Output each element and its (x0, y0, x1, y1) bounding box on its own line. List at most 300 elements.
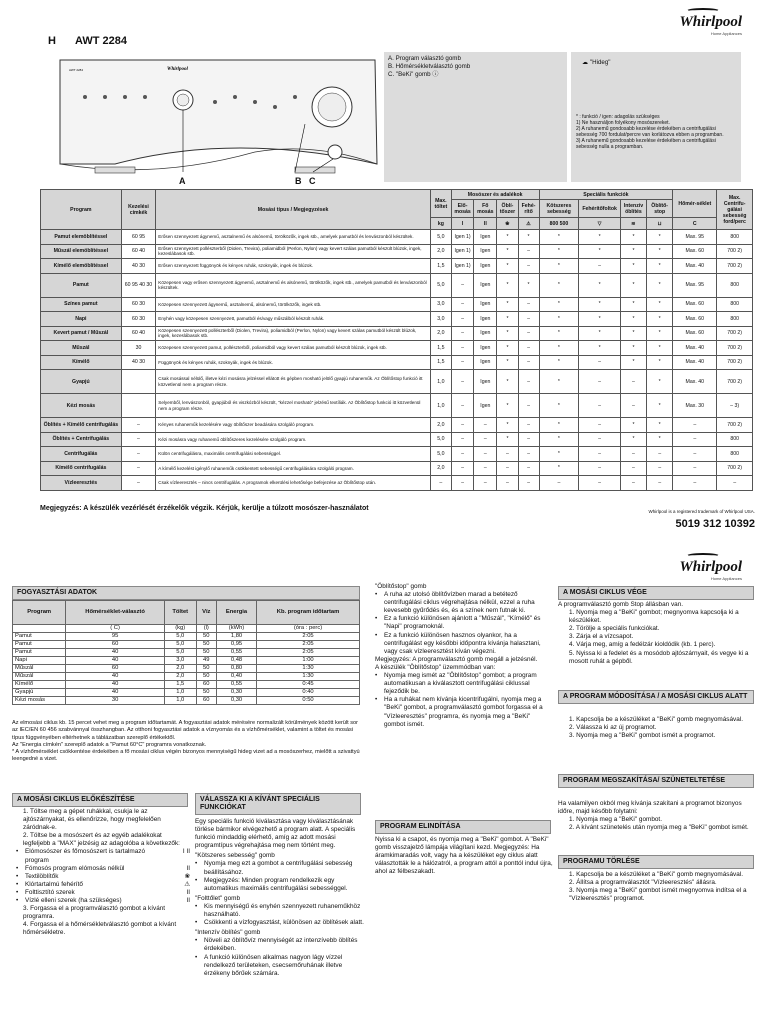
program-row (41, 312, 753, 327)
consumption-cell: 50 (196, 673, 216, 681)
program-name: Vízleeresztés (41, 476, 122, 491)
cell-s2: * (579, 244, 621, 259)
th-pre: Elő-mosás (451, 200, 473, 218)
cell-s3: * (620, 312, 646, 327)
rinsestop-b4: • Nyomja meg ismét az "Öblítőstop" gombot; a program automatikusan a kiválasztott centrifugálási ciklussal fejeződik be. (375, 672, 550, 696)
consumption-note-1: Az elmosási ciklus kb. 15 percet vehet meg a program időtartamát. A fogyasztási adatok mérésére normalizált körülmények között került sor az IEC/EN 60 456 szabvánnyal összhangban. Az otthoni fogyasztási adatok a víznyomás és a vízhőmérséklet, valamint a töltet és mosási típus függvényében eltérhetnek a táblázatban szereplő értékektől. (12, 720, 359, 741)
cell-temp: – (673, 447, 717, 462)
program-row (41, 370, 753, 394)
cell-main: Igen (474, 230, 497, 245)
cell-load: 2,0 (430, 418, 451, 433)
cell-main: Igen (474, 394, 497, 418)
consumption-cell: 40 (66, 649, 165, 657)
cell-s4: * (647, 297, 673, 312)
program-name: Gyapjú (41, 370, 122, 394)
cell-soft: – (497, 461, 518, 476)
cell-spin: 700 2) (717, 326, 753, 341)
cell-bleach: – (518, 355, 539, 370)
compartment-icon: ⚠ (184, 880, 190, 888)
program-desc: A kímélő kezelést igénylő ruhaneműk csökkentett sebességű centrifugálására szolgáló program. (156, 461, 431, 476)
note-1: * : funkció / igen: adagolás szükséges (576, 114, 660, 120)
cell-main: – (474, 447, 497, 462)
cell-pre: – (451, 273, 473, 297)
compartment-icon: II (186, 864, 190, 872)
panel-label-a: A (179, 176, 186, 186)
consumption-row (13, 673, 360, 681)
cell-soft: * (497, 312, 518, 327)
cell-s4: * (647, 326, 673, 341)
cell-s4: * (647, 341, 673, 356)
special-speed-b2: • Megjegyzés: Minden program rendelkezik egy automatikus maximális centrifugálási sebességgel. (195, 877, 365, 893)
legend-c: C. "BeKi" gomb ⓘ (388, 71, 439, 78)
prep-detergent-label: • Vízlé elleni szerek (ha szükséges) (25, 897, 122, 905)
cell-main: Igen (474, 341, 497, 356)
cancel-step-3: 3. Nyomja meg a "BeKi" gombot ismét megnyomva indítsa el a "Vízleeresztés" programot. (569, 887, 747, 903)
consumption-cell: 50 (196, 641, 216, 649)
rinsestop-title: "Öblítőstop" gomb (375, 583, 427, 590)
program-name: Kevert pamut / Műszál (41, 326, 122, 341)
consumption-header: Program (13, 601, 66, 625)
cell-load: 5,0 (430, 230, 451, 245)
brand-name: Whirlpool (679, 14, 742, 30)
cell-spin: 700 2) (717, 244, 753, 259)
cold-label: ☁ "Hideg" (582, 59, 611, 66)
cancel-step-1: 1. Kapcsolja be a készüléket a "BeKi" gomb megnyomásával. (569, 871, 743, 878)
consumption-cell: 60 (66, 641, 165, 649)
program-desc: Selyemből, lenvászonból, gyapjúból és viszkózból készült, "kézzel mosható" jelzésű textíliák. Az Öblítőstop funkció itt közvetlenül nem a program része. (156, 394, 431, 418)
program-row (41, 341, 753, 356)
consumption-cell: Kézi mosás (13, 697, 66, 705)
pause-intro: Ha valamilyen okból meg kívánja szakítani a programot bizonyos időre, majd később folytatni: (558, 800, 742, 816)
consumption-cell: 0:40 (257, 689, 360, 697)
cell-pre: Igen 1) (451, 230, 473, 245)
cell-s2: – (579, 394, 621, 418)
notes-box (571, 52, 741, 182)
cell-s4: – (647, 461, 673, 476)
consumption-cell: 60 (66, 665, 165, 673)
cell-s1: * (539, 297, 579, 312)
stain-icon: ▽ (579, 218, 621, 230)
cell-bleach: – (518, 244, 539, 259)
consumption-unit (13, 625, 66, 633)
prep-section (12, 808, 190, 938)
end-step-1: 1. Nyomja meg a "BeKi" gombot; megnyomva kapcsolja ki a készüléket. (569, 609, 739, 625)
cell-load: 1,5 (430, 355, 451, 370)
consumption-cell: 50 (196, 665, 216, 673)
cell-temp: – (673, 476, 717, 491)
consumption-cell: 60 (196, 681, 216, 689)
cell-load: 2,0 (430, 326, 451, 341)
prep-detergent-item (16, 865, 190, 873)
consumption-cell: 50 (196, 633, 216, 641)
cell-s3: * (620, 341, 646, 356)
special-intense-title: "Intenzív öblítés" gomb (195, 929, 261, 937)
prep-detergent-label: • Textilöblítők (25, 872, 59, 880)
program-desc: Erősen szennyezett pollészterből (Diolen, Trevira), poliamidból (Perlon, Nylon) vagy kevert szálas pamutból készült blúzok, ingek, kezeslábasok stb. (156, 244, 431, 259)
cell-pre: – (451, 297, 473, 312)
cell-s3: * (620, 297, 646, 312)
care-label: 60 30 (121, 312, 156, 327)
cell-bleach: – (518, 259, 539, 274)
care-label: – (121, 461, 156, 476)
cell-temp: – (673, 461, 717, 476)
care-label: – (121, 476, 156, 491)
cell-s4: – (647, 476, 673, 491)
cell-soft: * (497, 230, 518, 245)
cell-main: Igen (474, 273, 497, 297)
cell-s1: * (539, 394, 579, 418)
consumption-cell: 50 (196, 649, 216, 657)
modify-step-1: 1. Kapcsolja be a készüléket a "BeKi" gomb megnyomásával. (569, 716, 743, 723)
modify-title: A PROGRAM MÓDOSÍTÁSA / A MOSÁSI CIKLUS ALATT (558, 690, 754, 704)
cell-s1: – (539, 476, 579, 491)
care-label: 60 30 (121, 297, 156, 312)
cell-bleach: – (518, 326, 539, 341)
th-kg: kg (430, 218, 451, 230)
consumption-cell: Pamut (13, 633, 66, 641)
cell-bleach: – (518, 394, 539, 418)
consumption-cell: 0,80 (216, 665, 256, 673)
svg-text:Whirlpool: Whirlpool (167, 67, 188, 72)
compartment-icon: I II (182, 848, 190, 856)
cell-temp: – (673, 432, 717, 447)
program-name: Műszál elemöblítéssel (41, 244, 122, 259)
special-stain-title: "Folttőlet" gomb (195, 894, 241, 902)
special-section (195, 818, 365, 978)
consumption-cell: 2,0 (164, 665, 196, 673)
end-intro: A programválasztó gomb Stop állásban van. (558, 601, 684, 608)
end-step-4: 4. Várja meg, amíg a fedélzár kioldódik (kb. 1 perc). (569, 641, 716, 649)
consumption-title: FOGYASZTÁSI ADATOK (12, 586, 360, 600)
prep-detergent-list (12, 848, 190, 905)
cell-main: – (474, 476, 497, 491)
cell-spin: – (717, 476, 753, 491)
program-row (41, 394, 753, 418)
consumption-row (13, 641, 360, 649)
cell-s3: * (620, 244, 646, 259)
pause-step-1: 1. Nyomja meg a "BeKi" gombot. (569, 816, 662, 824)
program-name: Kézi mosás (41, 394, 122, 418)
program-name: Pamut elemöblítéssel (41, 230, 122, 245)
intense-icon: ≋ (620, 218, 646, 230)
cell-soft: – (497, 476, 518, 491)
cell-s2: – (579, 447, 621, 462)
care-label (121, 394, 156, 418)
cell-spin: 800 (717, 432, 753, 447)
cell-load: 1,5 (430, 259, 451, 274)
care-label: 60 40 (121, 326, 156, 341)
prep-title: A MOSÁSI CIKLUS ELŐKÉSZÍTÉSE (12, 793, 188, 807)
rinsestop-section (375, 583, 550, 729)
end-section (558, 601, 754, 666)
cell-s3: * (620, 418, 646, 433)
cell-main: – (474, 432, 497, 447)
rinsestop-b1: • A ruha az utolsó öblítővízben marad a betétező centrifugálási ciklus végrehajtása nélkül, ezzel a ruha kevesebb gyűrődés és, és a színek nem futnak ki. (375, 591, 550, 615)
cell-s2: – (579, 418, 621, 433)
consumption-cell: 0,48 (216, 657, 256, 665)
prep-detergent-item (16, 873, 190, 881)
consumption-body (13, 633, 360, 705)
cell-spin: 700 2) (717, 259, 753, 274)
cell-s4: * (647, 259, 673, 274)
end-title: A MOSÁSI CIKLUS VÉGE (558, 586, 754, 600)
consumption-cell: 0:50 (257, 697, 360, 705)
consumption-row (13, 633, 360, 641)
special-intense-b2: • A funkció különösen alkalmas nagyon lágy vízzel rendelkező területeken, csecsemőruhának illetve érzékeny bőrűek számára. (195, 954, 365, 978)
care-label: – (121, 418, 156, 433)
care-label: 60 95 (121, 230, 156, 245)
special-title: VÁLASSZA KI A KÍVÁNT SPECIÁLIS FUNKCIÓKAT (195, 793, 361, 815)
consumption-unit: (kg) (164, 625, 196, 633)
consumption-header: Energia (216, 601, 256, 625)
consumption-cell: 1,5 (164, 681, 196, 689)
cell-pre: Igen 1) (451, 244, 473, 259)
start-text: Nyissa ki a csapot, és nyomja meg a "BeKi" gombot. A "BeKi" gomb visszajelző lámpája világítani kezd. Megjegyzés: Ha áramkimaradás volt, vagy ha a készüléket egy ciklus alatt választották le a hálózatról, a program attól a ponttól indul újra, ahol az félbeszakadt. (375, 836, 553, 876)
program-name: Öblítés + Kímélő centrifugálás (41, 418, 122, 433)
start-title: PROGRAM ELINDÍTÁSA (375, 820, 551, 834)
program-row (41, 244, 753, 259)
triangle-icon: ⚠ (518, 218, 539, 230)
consumption-cell: 2:05 (257, 633, 360, 641)
care-label: 60 40 (121, 244, 156, 259)
consumption-cell: 1,0 (164, 697, 196, 705)
consumption-cell: Kímélő (13, 681, 66, 689)
cell-load: 1,0 (430, 370, 451, 394)
cell-bleach: * (518, 230, 539, 245)
cell-bleach: – (518, 432, 539, 447)
care-label: – (121, 432, 156, 447)
cell-s2: * (579, 312, 621, 327)
cell-spin: 700 2) (717, 341, 753, 356)
cell-s1: * (539, 461, 579, 476)
cell-s1: * (539, 432, 579, 447)
th-maxload: Max. töltet (430, 190, 451, 218)
prep-detergent-label: • Fómosós program elómosás nélkül (25, 864, 125, 872)
end-step-2: 2. Törölje a speciális funkciókat. (569, 625, 660, 633)
cell-s4: * (647, 312, 673, 327)
cell-load: 2,0 (430, 461, 451, 476)
cell-main: Igen (474, 259, 497, 274)
th-rinsestop: Öblítő-stop (647, 200, 673, 218)
cell-soft: * (497, 370, 518, 394)
cell-soft: * (497, 394, 518, 418)
consumption-cell: 1:00 (257, 657, 360, 665)
special-speed-b1: • Nyomja meg ezt a gombot a centrifugálási sebesség beállításához. (195, 860, 365, 876)
cell-spin: 800 (717, 230, 753, 245)
cell-s1: * (539, 230, 579, 245)
cell-s3: * (620, 355, 646, 370)
consumption-cell: Gyapjú (13, 689, 66, 697)
consumption-row (13, 649, 360, 657)
th-detergent: Mosószer és adalékok (451, 190, 539, 200)
prep-step-3: 3. Forgassa el a programválasztó gombot a kívánt programra. (23, 905, 166, 921)
consumption-cell: Műszál (13, 665, 66, 673)
consumption-head (13, 601, 360, 625)
program-row (41, 461, 753, 476)
compartment-icon: ❀ (184, 872, 190, 880)
cell-s3: * (620, 230, 646, 245)
care-label (121, 370, 156, 394)
cell-soft: * (497, 341, 518, 356)
cell-soft: * (497, 259, 518, 274)
cell-s1: * (539, 312, 579, 327)
cell-temp: Max. 60 (673, 244, 717, 259)
prep-detergent-label: • Folttisztító szerek (25, 888, 75, 896)
cell-temp: Max. 40 (673, 355, 717, 370)
cell-temp: Max. 95 (673, 230, 717, 245)
cell-s1: * (539, 355, 579, 370)
cell-pre: – (451, 341, 473, 356)
consumption-cell: 0,40 (216, 673, 256, 681)
care-label: – (121, 447, 156, 462)
consumption-row (13, 697, 360, 705)
consumption-row (13, 681, 360, 689)
th-intense: Intenzív öblítés (620, 200, 646, 218)
panel-label-c: C (309, 176, 316, 186)
special-speed-title: "Kötszeres sebesség" gomb (195, 852, 275, 860)
consumption-cell: 49 (196, 657, 216, 665)
cell-s3: – (620, 447, 646, 462)
end-step-5: 5. Nyissa ki a fedelet és a mosódob ajtószárnyait, és vegye ki a mosott ruhát a gépből. (569, 649, 749, 665)
cell-s1: * (539, 418, 579, 433)
consumption-unit: (kWh) (216, 625, 256, 633)
pause-step-2: 2. A kívánt szünetelés után nyomja meg a "BeKi" gombot ismét. (569, 824, 749, 832)
program-desc: Csak mosással nélülő, illetve kézi mosásra jelzéssel ellátott és gépben mosható jelölő gyapjú ruhaneműk. Az Öblítőstop funkció itt közvetlenül nem a program része. (156, 370, 431, 394)
prep-detergent-label: • Klórtartalmú fehérítő (25, 880, 83, 888)
cell-load: 5,0 (430, 273, 451, 297)
modify-step-2: 2. Válassza ki az új programot. (569, 724, 657, 732)
cell-s3: * (620, 259, 646, 274)
cell-load: 1,0 (430, 394, 451, 418)
cell-pre: – (451, 355, 473, 370)
cancel-step-2: 2. Állítsa a programválasztót "Vízleeresztés" állásra. (569, 879, 717, 887)
cell-s3: * (620, 273, 646, 297)
panel-label-b: B (295, 176, 302, 186)
cell-spin: 700 2) (717, 355, 753, 370)
cell-s1: * (539, 244, 579, 259)
cell-temp: Max. 95 (673, 273, 717, 297)
consumption-cell: 5,0 (164, 633, 196, 641)
program-row (41, 476, 753, 491)
program-row (41, 447, 753, 462)
cell-pre: Igen 1) (451, 259, 473, 274)
cell-pre: – (451, 432, 473, 447)
consumption-unit: ( C) (66, 625, 165, 633)
cell-s2: – (579, 355, 621, 370)
consumption-cell: 3,0 (164, 657, 196, 665)
trademark: Whirlpool is a registered trademark of Whirlpool USA. (648, 509, 755, 514)
cell-s4: * (647, 418, 673, 433)
cell-s3: * (620, 432, 646, 447)
th-c: C (673, 218, 717, 230)
cell-pre: – (451, 461, 473, 476)
cell-main: Igen (474, 370, 497, 394)
program-name: Műszál (41, 341, 122, 356)
consumption-cell: 2,0 (164, 673, 196, 681)
program-row (41, 432, 753, 447)
consumption-cell: 5,0 (164, 641, 196, 649)
cell-s2: * (579, 273, 621, 297)
brand-logo-bottom (676, 553, 742, 581)
prep-detergent-item (16, 848, 190, 864)
program-row (41, 355, 753, 370)
cell-s4: * (647, 355, 673, 370)
cell-soft: * (497, 432, 518, 447)
consumption-cell: Napi (13, 657, 66, 665)
cell-s4: * (647, 394, 673, 418)
program-row (41, 230, 753, 245)
consumption-cell: Pamut (13, 641, 66, 649)
cell-bleach: – (518, 476, 539, 491)
program-desc: Külön centrifugálásra, maximális centrifugálási sebességgel. (156, 447, 431, 462)
consumption-note-3: * A vízhőmérséklet csökkentése érdekében a fő mosási ciklus végén bizonyos mennyiségű hideg vizet ad a mosószerhez, mielőtt a szivattyú leengedné a vizet. (12, 749, 360, 763)
care-label: 60 95 40 30 (121, 273, 156, 297)
cell-bleach: – (518, 341, 539, 356)
cell-s1: * (539, 370, 579, 394)
program-name: Pamut (41, 273, 122, 297)
program-desc: Erősen szennyezett ágynemű, asztalnemű és alsónemű, törölközők, ingek stb., amelyek pamutból és lenvászonból készültek. (156, 230, 431, 245)
cell-bleach: – (518, 447, 539, 462)
program-row (41, 418, 753, 433)
cell-spin: 800 (717, 447, 753, 462)
rinsestop-b5: • Ha a ruhákat nem kívánja kicentrifugálni, nyomja meg a "BeKi" gombot, a programválasztó gombot forgassa el a "Vízleeresztés" programra, és nyomja meg a "BeKi" gombot ismét. (375, 696, 550, 728)
cell-soft: * (497, 355, 518, 370)
program-row (41, 259, 753, 274)
program-row (41, 297, 753, 312)
cell-s2: – (579, 370, 621, 394)
cell-soft: * (497, 326, 518, 341)
cell-s4: * (647, 244, 673, 259)
cell-s3: – (620, 476, 646, 491)
cancel-title: PROGRAMU TÖRLÉSE (558, 855, 754, 869)
care-label: 40 30 (121, 355, 156, 370)
compartment-icon: II (186, 897, 190, 905)
cell-s3: – (620, 394, 646, 418)
program-desc: Kényes ruhaneműk kezelésére vagy öblítőszer beadására szolgáló program. (156, 418, 431, 433)
cell-bleach: – (518, 312, 539, 327)
brand-name-2: Whirlpool (679, 559, 742, 575)
cell-s1: * (539, 447, 579, 462)
svg-text:AWT 2284: AWT 2284 (69, 68, 84, 72)
special-intro: Egy speciális funkció kiválasztása vagy kiválasztásának törlése bármikor elvégezhető a program alatt. A speciális funkció mindaddig elérhető, amíg az adott mosási programtípus végrehajtása meg nem történt meg. (195, 818, 356, 850)
cell-main: – (474, 461, 497, 476)
th-main-icon: II (474, 218, 497, 230)
cell-spin: 800 (717, 312, 753, 327)
cell-s1: * (539, 259, 579, 274)
cell-s2: – (579, 476, 621, 491)
th-temp: Hőmér-séklet (673, 190, 717, 218)
cell-temp: Max. 60 (673, 297, 717, 312)
th-pre-icon: I (451, 218, 473, 230)
model-title: AWT 2284 (75, 35, 127, 47)
program-name: Kímélő (41, 355, 122, 370)
th-speed-val: 800 500 (539, 218, 579, 230)
cell-temp: Max. 60 (673, 326, 717, 341)
th-soft: Öblí-tőszer (497, 200, 518, 218)
cell-main: Igen (474, 326, 497, 341)
consumption-cell: Pamut (13, 649, 66, 657)
th-rinse: Fehérítőfoltok (579, 200, 621, 218)
cell-spin: – 3) (717, 394, 753, 418)
program-name: Színes pamut (41, 297, 122, 312)
prep-detergent-item (16, 897, 190, 905)
cell-bleach: – (518, 461, 539, 476)
consumption-cell: 60 (196, 697, 216, 705)
th-special: Speciális funkciók (539, 190, 673, 200)
consumption-cell: 2:05 (257, 641, 360, 649)
consumption-cell: 0,95 (216, 641, 256, 649)
cell-pre: – (451, 418, 473, 433)
